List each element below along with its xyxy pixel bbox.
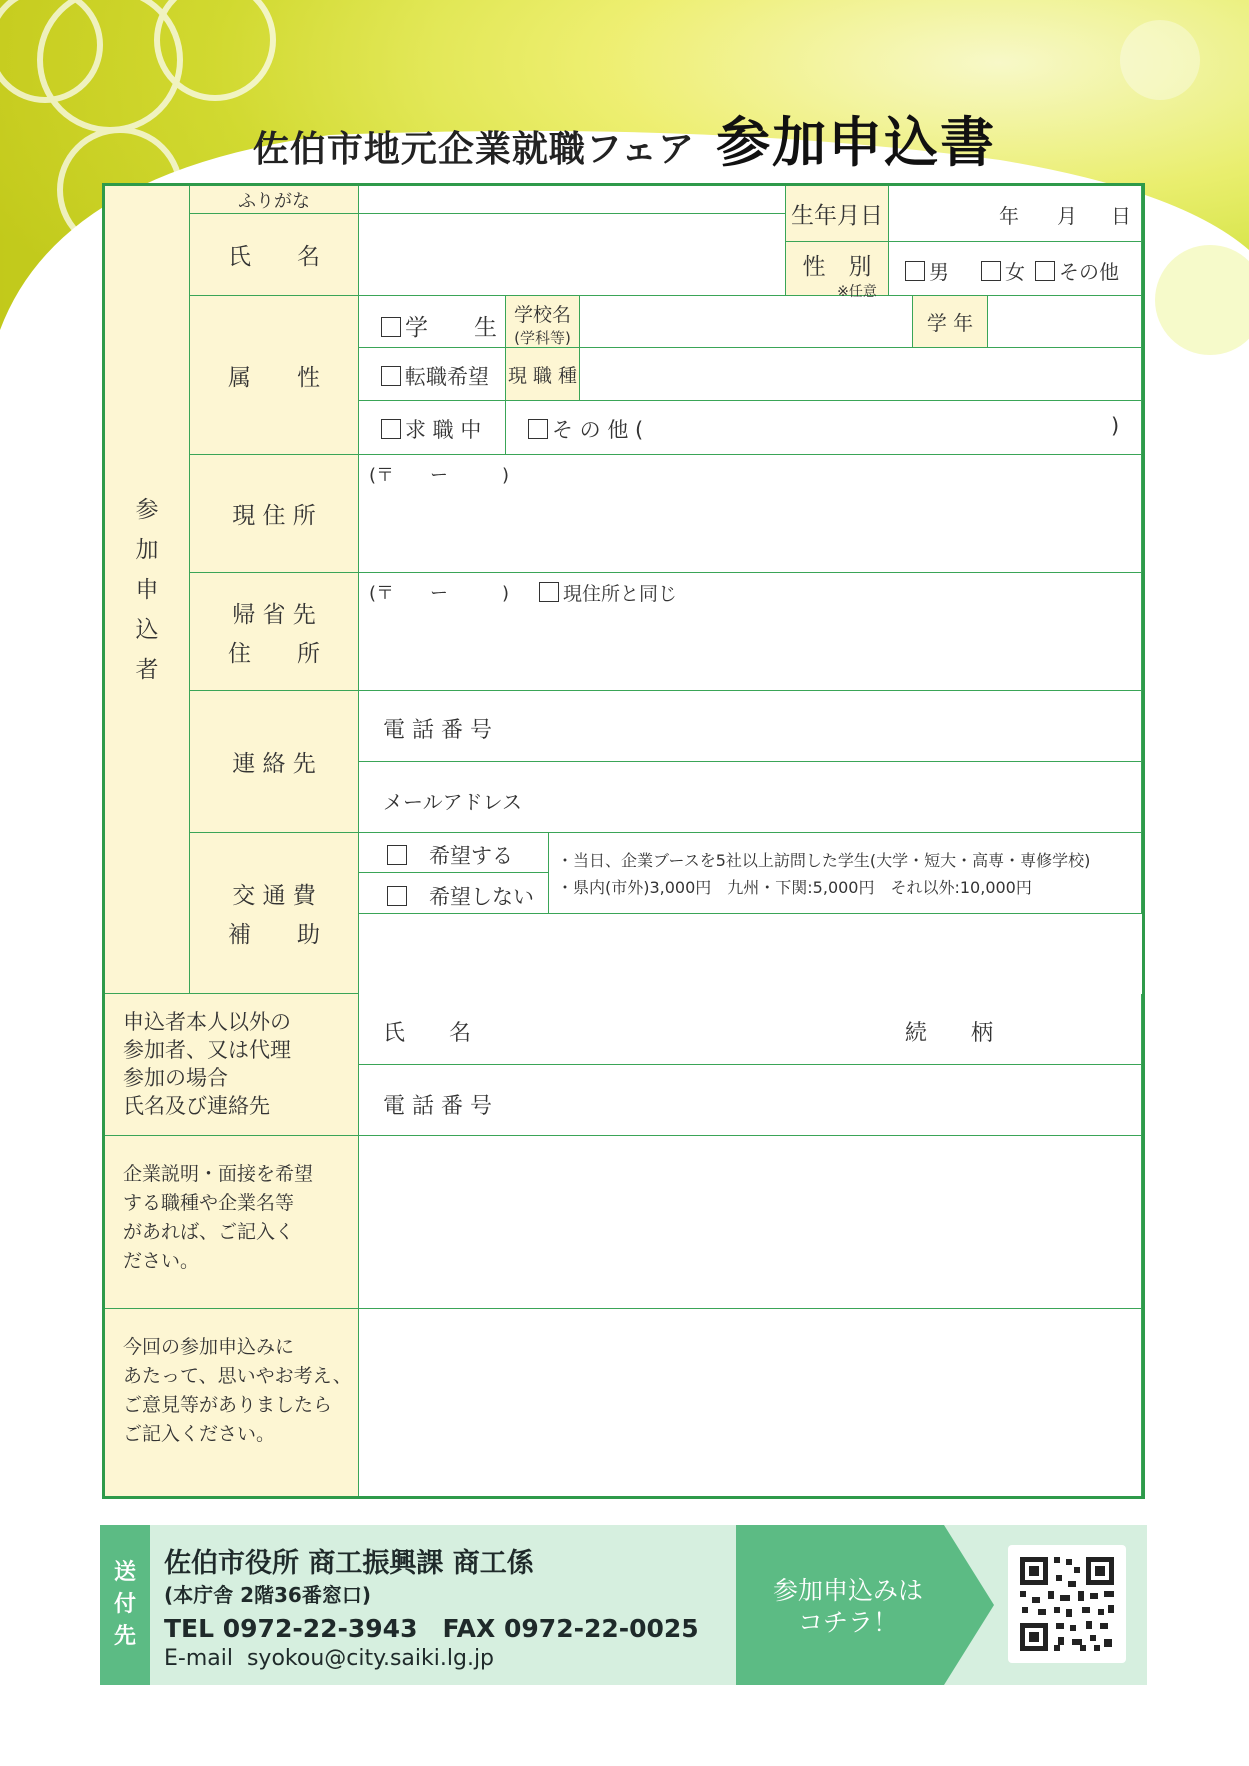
request-input[interactable] [359,1136,1142,1309]
home-address-label: 帰 省 先 住 所 [190,573,359,691]
transport-note: ・当日、企業ブースを5社以上訪問した学生(大学・短大・高専・専修学校) ・県内(市外)3,000円 九州・下関:5,000円 それ以外:10,000円 [549,833,1142,914]
birth-input[interactable]: 年 月 日 [889,186,1142,242]
application-form [102,183,1145,1499]
footer-apply-area [736,1525,1147,1685]
gender-male-checkbox[interactable]: 男 [905,256,949,285]
transport-want-checkbox[interactable]: 希望する [359,833,549,873]
proxy-name-input[interactable]: 氏 名 続 柄 [359,994,1142,1065]
furigana-input[interactable] [359,186,786,214]
proxy-phone-input[interactable]: 電 話 番 号 [359,1065,1142,1136]
transport-not-want-checkbox[interactable]: 希望しない [359,873,549,914]
same-as-address-checkbox[interactable]: 現住所と同じ [539,579,677,606]
grade-label: 学 年 [913,296,988,348]
qr-code[interactable] [1008,1545,1126,1663]
home-address-input[interactable]: (〒 ー ) 現住所と同じ [359,573,1142,691]
gender-label: 性 別 ※任意 [786,242,889,296]
student-checkbox[interactable]: 学 生 [359,296,506,348]
attribute-label: 属 性 [190,296,359,455]
footer-side-label: 送 付 先 [100,1525,150,1685]
transport-label: 交 通 費 補 助 [190,833,359,994]
title-main: 佐伯市地元企業就職フェア [252,129,696,170]
opinion-label: 今回の参加申込みに あたって、思いやお考え、 ご意見等がありましたら ご記入ください。 [105,1309,359,1496]
gender-other-checkbox[interactable]: その他 [1035,256,1119,285]
name-input[interactable] [359,214,786,296]
qr-code-icon [1008,1545,1126,1663]
footer-contact [100,1525,1147,1685]
gender-options [889,242,1142,296]
school-name-input[interactable] [580,296,913,348]
request-label: 企業説明・面接を希望 する職種や企業名等 があれば、ご記入く ださい。 [105,1136,359,1309]
address-label: 現 住 所 [190,455,359,573]
footer-info: 佐伯市役所 商工振興課 商工係 (本庁舎 2階36番窓口) TEL 0972-22-3943 FAX 0972-22-0025 E-mail syokou@city.saiki.lg.jp [150,1525,736,1685]
phone-input[interactable]: 電 話 番 号 [359,691,1142,762]
current-job-input[interactable] [580,348,1142,401]
grade-input[interactable] [988,296,1142,348]
school-name-label: 学校名 (学科等) [506,296,580,348]
apply-text[interactable]: 参加申込みは コチラ！ [772,1576,923,1637]
address-input[interactable]: (〒 ー ) [359,455,1142,573]
gender-female-checkbox[interactable]: 女 [981,256,1025,285]
page-title [0,100,1249,177]
other-attribute-input[interactable]: そ の 他 ( ) [506,401,1142,455]
current-job-label: 現 職 種 [506,348,580,401]
furigana-label: ふりがな [190,186,359,214]
job-change-checkbox[interactable]: 転職希望 [359,348,506,401]
job-seeking-checkbox[interactable]: 求 職 中 [359,401,506,455]
contact-label: 連 絡 先 [190,691,359,833]
name-label: 氏 名 [190,214,359,296]
proxy-label: 申込者本人以外の 参加者、又は代理 参加の場合 氏名及び連絡先 [105,994,359,1136]
birth-label: 生年月日 [786,186,889,242]
email-input[interactable]: メールアドレス [359,762,1142,833]
opinion-input[interactable] [359,1309,1142,1496]
footer-email[interactable]: E-mail syokou@city.saiki.lg.jp [164,1646,495,1671]
applicant-side-label: 参 加 申 込 者 [105,186,190,994]
title-sub: 参加申込書 [716,111,997,174]
